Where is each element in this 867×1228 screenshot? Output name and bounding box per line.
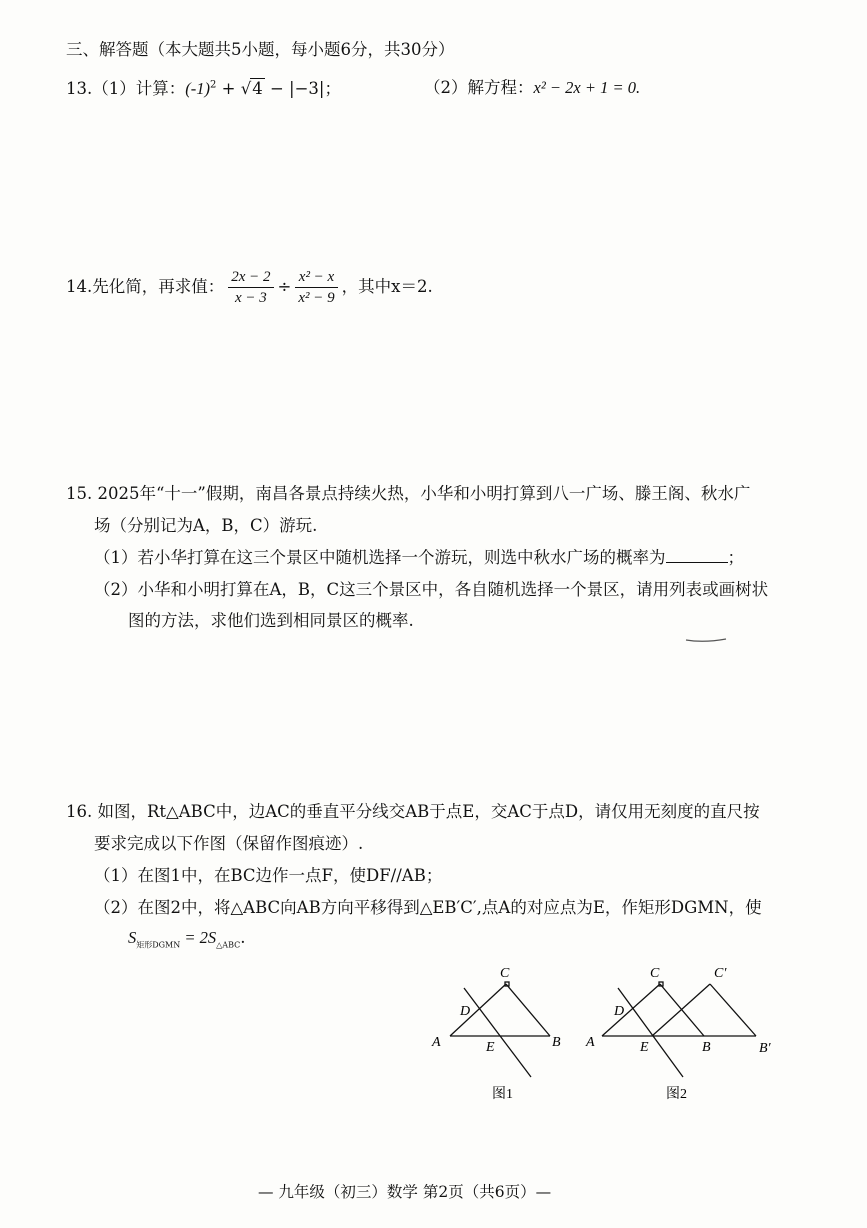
segment-cb — [660, 984, 704, 1036]
question-15-part-2-line-2: 图的方法，求他们选到相同景区的概率. — [128, 611, 414, 630]
question-16-part-1: （1）在图1中，在BC边作一点F，使DF//AB； — [94, 866, 443, 885]
question-16-area-condition — [128, 928, 245, 950]
label-d: D — [614, 1004, 625, 1019]
answer-blank[interactable] — [666, 548, 728, 563]
section-heading: 三、解答题（本大题共5小题，每小题6分，共30分） — [66, 40, 455, 59]
figure-1 — [420, 960, 580, 1110]
label-b-prime: B′ — [759, 1041, 771, 1056]
equation: x² − 2x + 1 = 0. — [533, 78, 641, 97]
figure-2-caption: 图2 — [666, 1087, 687, 1102]
label-b: B — [552, 1035, 561, 1050]
question-16-line-2: 要求完成以下作图（保留作图痕迹）. — [94, 834, 364, 853]
segment-c-prime-b-prime — [710, 984, 756, 1036]
label-b: B — [702, 1040, 711, 1055]
fraction-1-numerator: 2x − 2 — [228, 268, 273, 288]
area-subscript-triangle: △ABC — [216, 940, 241, 950]
area-subscript-rectangle: 矩形DGMN — [136, 940, 181, 950]
segment-cb — [506, 984, 550, 1036]
label-a: A — [432, 1035, 441, 1050]
question-tail: ，其中x＝2. — [341, 277, 433, 296]
question-16-part-2-line-1: （2）在图2中，将△ABC向AB方向平移得到△EB′C′,点A的对应点为E，作矩形DGMN，使 — [94, 898, 762, 917]
area-equals: = 2S — [180, 928, 217, 947]
math-expression-rest: − |−3|； — [264, 79, 341, 98]
label-c: C — [650, 966, 660, 981]
right-angle-mark — [505, 982, 509, 986]
segment-ec-prime — [652, 984, 710, 1036]
fraction-2-denominator: x² − 9 — [298, 290, 335, 306]
fraction-1 — [228, 268, 273, 307]
segment-ac — [602, 984, 660, 1036]
question-13-part-2 — [424, 78, 640, 98]
part-label: （1）计算： — [92, 79, 186, 98]
math-expression: (-1) — [185, 79, 210, 98]
question-15-line-1: 15. 2025年“十一”假期，南昌各景点持续火热，小华和小明打算到八一广场、滕王阁、秋水广 — [66, 484, 751, 503]
radicand: 4 — [252, 79, 263, 98]
label-e: E — [640, 1040, 649, 1055]
area-symbol: S — [128, 928, 137, 947]
fraction-2-numerator: x² − x — [295, 268, 337, 288]
label-a: A — [586, 1035, 595, 1050]
question-15-line-2: 场（分别记为A，B，C）游玩. — [94, 516, 318, 535]
pen-mark — [684, 634, 730, 646]
question-13-part-1 — [66, 78, 341, 99]
label-e: E — [486, 1040, 495, 1055]
label-d: D — [460, 1004, 471, 1019]
question-number: 14. — [66, 277, 93, 296]
area-end: . — [240, 928, 246, 947]
question-16-line-1: 16. 如图，Rt△ABC中，边AC的垂直平分线交AB于点E，交AC于点D，请仅用无刻度的直尺按 — [66, 802, 760, 821]
perpendicular-bisector — [618, 988, 683, 1077]
question-text: 先化简，再求值： — [92, 277, 225, 296]
part-1-text: （1）若小华打算在这三个景区中随机选择一个游玩，则选中秋水广场的概率为 — [94, 548, 666, 567]
plus-sign: + — [216, 79, 241, 98]
segment-ac — [450, 984, 506, 1036]
page-footer: — 九年级（初三）数学 第2页（共6页）— — [258, 1183, 552, 1201]
figure-1-caption: 图1 — [492, 1087, 513, 1102]
right-angle-mark — [659, 982, 663, 986]
figure-2 — [580, 960, 790, 1110]
label-c: C — [500, 966, 510, 981]
label-c-prime: C′ — [714, 966, 727, 981]
radical-sign: √ — [240, 79, 252, 98]
part-1-end: ； — [727, 548, 744, 567]
fraction-1-denominator: x − 3 — [235, 290, 267, 306]
question-15-part-2-line-1: （2）小华和小明打算在A，B，C这三个景区中，各自随机选择一个景区，请用列表或画树状 — [94, 580, 769, 599]
question-15-part-1 — [94, 548, 744, 568]
fraction-2 — [295, 268, 337, 307]
exponent: 2 — [209, 79, 217, 91]
part-label: （2）解方程： — [424, 78, 534, 97]
question-number: 13. — [66, 79, 93, 98]
question-14 — [66, 268, 433, 307]
division-sign: ÷ — [277, 277, 292, 296]
